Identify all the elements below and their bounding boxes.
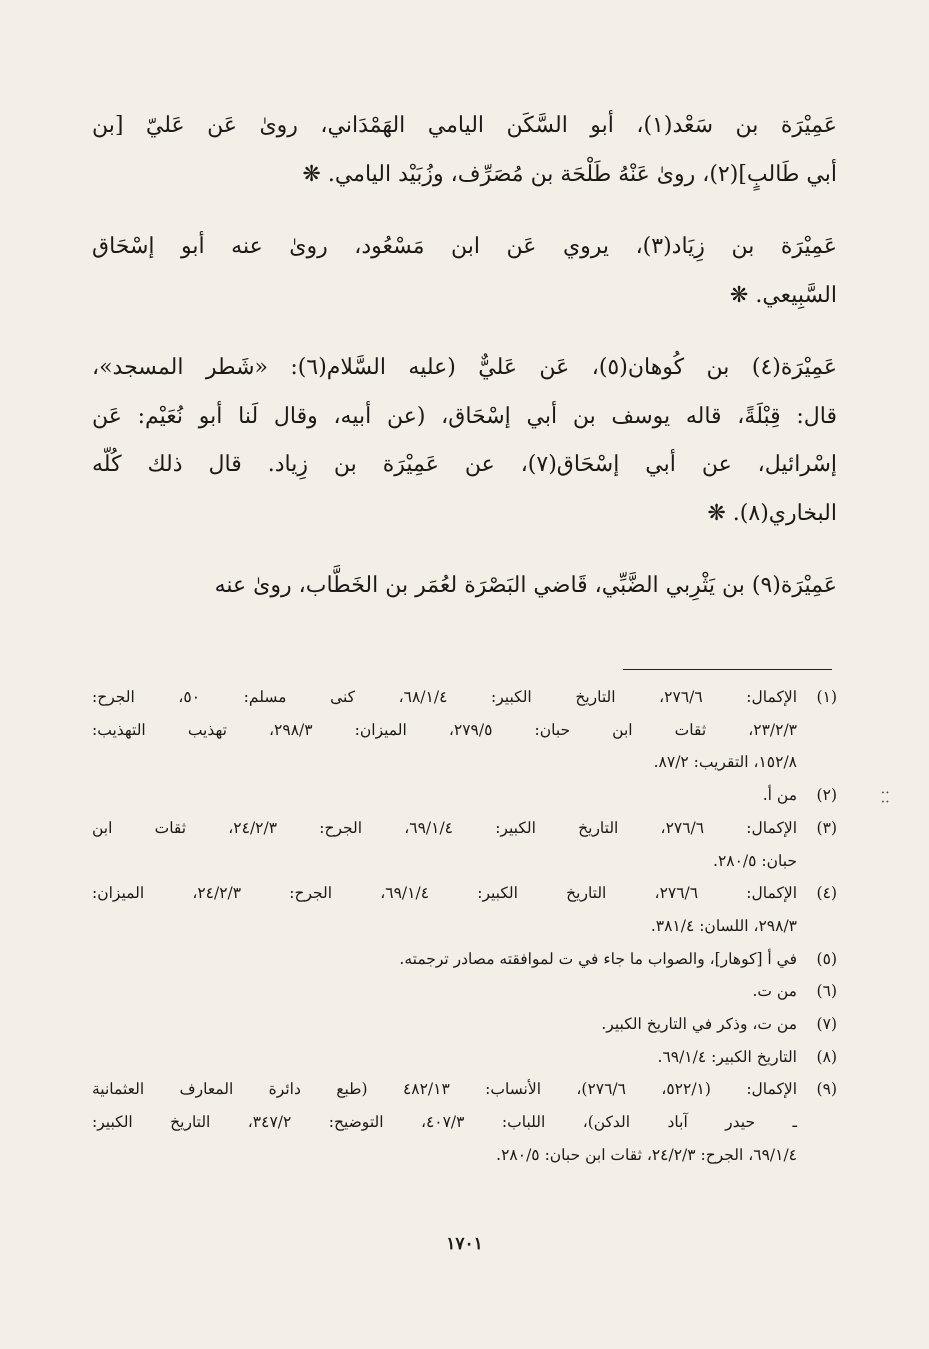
entry-line: أبي طَالبٍ](٢)، روىٰ عَنْهُ طَلْحَة بن مُصَرِّف، وزُبَيْد اليامي. ❋ bbox=[302, 161, 837, 187]
entry-line: عَمِيْرَة بن زِيَاد(٣)، يروي عَن ابن مَسْعُود، روىٰ عنه أبو إسْحَاق bbox=[92, 234, 837, 259]
footnote bbox=[92, 812, 837, 877]
footnote-number: (٧) bbox=[816, 1015, 837, 1034]
entry-line: قال: قِبْلَةً، قاله يوسف بن أبي إسْحَاق، (عن أبيه، وقال لَنا أبو نُعَيْم: عَن bbox=[92, 403, 837, 429]
footnote bbox=[92, 681, 837, 779]
footnote-line: التاريخ الكبير: ٦٩/١/٤. bbox=[657, 1047, 797, 1066]
footnote-text bbox=[92, 1008, 797, 1041]
margin-mark: : : bbox=[878, 790, 894, 804]
footnote-text bbox=[92, 1041, 797, 1074]
footnote-text bbox=[92, 812, 797, 877]
footnote-line: ٢٣/٢/٣، ثقات ابن حبان: ٢٧٩/٥، الميزان: ٢٩٨/٣، تهذيب التهذيب: bbox=[92, 720, 797, 739]
footnote bbox=[92, 1073, 837, 1171]
footnote-number: (١) bbox=[816, 688, 837, 706]
biography-entry bbox=[92, 344, 837, 538]
footnote-number: (٨) bbox=[816, 1047, 837, 1066]
footnote bbox=[92, 1041, 837, 1074]
entry-line: عَمِيْرَة(٩) بن يَثْرِبي الضَّبِّي، قَاضي البَصْرَة لعُمَر بن الخَطَّاب، روىٰ عنه bbox=[214, 573, 837, 598]
footnote-line: من أ. bbox=[762, 786, 797, 805]
footnote-text bbox=[92, 975, 797, 1008]
entry-line: عَمِيْرَة(٤) بن كُوهان(٥)، عَن عَليٌّ (عليه السَّلام(٦): «شَطر المسجد»، bbox=[92, 355, 837, 380]
biography-entry bbox=[92, 562, 837, 611]
page-number: ١٧٠١ bbox=[446, 1234, 483, 1254]
footnote-line: من ت. bbox=[752, 982, 797, 1001]
entry-line: السَّبِيعي. ❋ bbox=[729, 282, 837, 308]
footnote-text bbox=[92, 681, 797, 779]
footnote-line: ١٥٢/٨، التقريب: ٨٧/٢. bbox=[653, 753, 797, 772]
footnote-line: ٢٩٨/٣، اللسان: ٣٨١/٤. bbox=[650, 916, 797, 935]
footnote-number: (٦) bbox=[816, 982, 837, 1001]
entry-line: إسْرائيل، عن أبي إسْحَاق(٧)، عن عَمِيْرَة بن زِياد. قال ذلك كُلّه bbox=[92, 452, 837, 477]
footnote-number: (٣) bbox=[816, 818, 837, 837]
footnote bbox=[92, 1008, 837, 1041]
footnote bbox=[92, 877, 837, 942]
footnote-line: الإكمال: ٢٧٦/٦، التاريخ الكبير: ٦٩/١/٤، الجرح: ٢٤/٢/٣، الميزان: bbox=[92, 884, 797, 903]
footnote-line: حبان: ٢٨٠/٥. bbox=[713, 851, 797, 870]
footnote-separator bbox=[623, 669, 832, 670]
footnote-number: (٩) bbox=[816, 1080, 837, 1099]
biography-entry bbox=[92, 102, 837, 199]
footnote bbox=[92, 975, 837, 1008]
footnote-number: (٥) bbox=[816, 949, 837, 968]
biography-entry bbox=[92, 223, 837, 320]
footnote bbox=[92, 943, 837, 976]
footnote-line: ٦٩/١/٤، الجرح: ٢٤/٢/٣، ثقات ابن حبان: ٢٨٠/٥. bbox=[496, 1145, 797, 1164]
main-text bbox=[92, 102, 837, 635]
footnotes bbox=[92, 681, 837, 1172]
footnote-text bbox=[92, 943, 797, 976]
footnote-line: الإكمال: ٢٧٦/٦، التاريخ الكبير: ٦٨/١/٤، كنى مسلم: ٥٠، الجرح: bbox=[92, 688, 797, 706]
footnote-line: ـ حيدر آباد الدكن)، اللباب: ٤٠٧/٣، التوضيح: ٣٤٧/٢، التاريخ الكبير: bbox=[92, 1113, 798, 1132]
footnote-number: (٢) bbox=[816, 786, 837, 805]
footnote-number: (٤) bbox=[816, 884, 837, 903]
entry-line: عَمِيْرَة بن سَعْد(١)، أبو السَّكَن اليامي الهَمْدَاني، روىٰ عَن عَليّ [بن bbox=[92, 113, 837, 138]
footnote-line: من ت، وذكر في التاريخ الكبير. bbox=[601, 1015, 797, 1034]
footnote-text bbox=[92, 877, 797, 942]
footnote-line: الإكمال: (٥٢٢/١، ٢٧٦/٦)، الأنساب: ٤٨٢/١٣ (طبع دائرة المعارف العثمانية bbox=[92, 1080, 798, 1099]
footnote-text bbox=[92, 779, 797, 812]
footnote-text bbox=[92, 1073, 797, 1171]
footnote-line: في أ [كوهار]، والصواب ما جاء في ت لموافقته مصادر ترجمته. bbox=[399, 949, 797, 968]
footnote bbox=[92, 779, 837, 812]
entry-line: البخاري(٨). ❋ bbox=[707, 500, 837, 526]
footnote-line: الإكمال: ٢٧٦/٦، التاريخ الكبير: ٦٩/١/٤، الجرح: ٢٤/٢/٣، ثقات ابن bbox=[92, 818, 798, 837]
